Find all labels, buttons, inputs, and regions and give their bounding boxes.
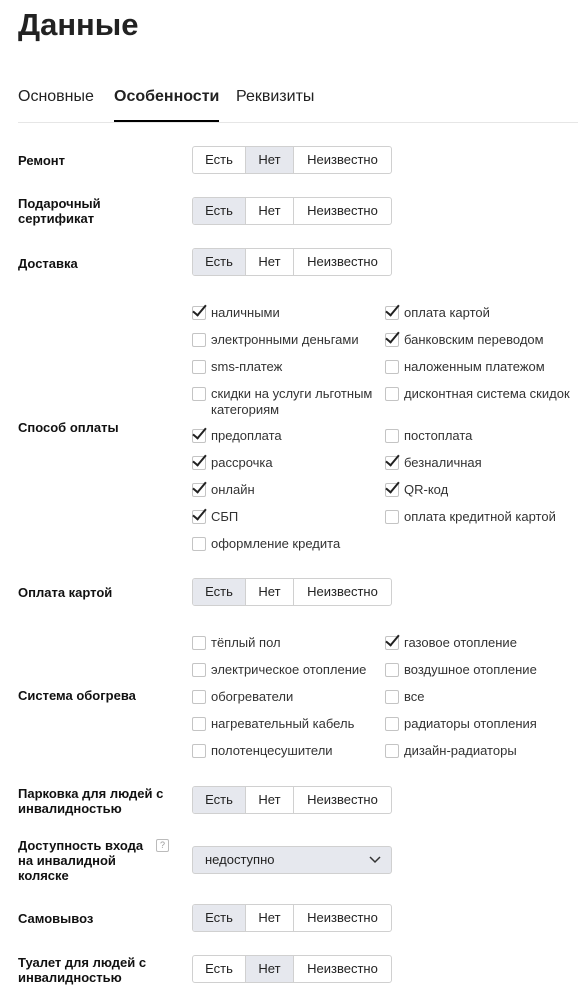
option-no[interactable]: Нет — [246, 147, 294, 173]
checkbox-box[interactable] — [385, 456, 399, 470]
card-payment-label: Оплата картой — [18, 585, 113, 600]
checkbox-label: электронными деньгами — [211, 332, 359, 347]
tab-main[interactable]: Основные — [18, 88, 94, 105]
checkbox-label: дисконтная система скидок — [404, 386, 570, 401]
checkbox-box[interactable] — [385, 636, 399, 650]
card-payment-segment[interactable] — [192, 578, 392, 606]
parking-segment[interactable] — [192, 786, 392, 814]
repair-label: Ремонт — [18, 153, 66, 168]
checkbox-box[interactable] — [385, 333, 399, 347]
heating-all-checkbox[interactable] — [385, 689, 425, 705]
select-value: недоступно — [205, 852, 275, 867]
toilet-segment[interactable] — [192, 955, 392, 983]
checkbox-box[interactable] — [192, 429, 206, 443]
tab-bar — [18, 86, 578, 123]
checkbox-box[interactable] — [192, 510, 206, 524]
checkbox-label: газовое отопление — [404, 635, 517, 650]
page-title: Данные — [18, 7, 139, 42]
tab-requisites[interactable]: Реквизиты — [236, 88, 315, 105]
checkbox-box[interactable] — [192, 663, 206, 677]
heating-heaters-checkbox[interactable] — [192, 689, 293, 705]
gift-segment[interactable] — [192, 197, 392, 225]
option-no[interactable]: Нет — [246, 249, 294, 275]
checkbox-label: воздушное отопление — [404, 662, 537, 677]
tab-features[interactable]: Особенности — [114, 86, 219, 122]
checkbox-label: безналичная — [404, 455, 482, 470]
checkbox-label: скидки на услуги льготным категориям — [211, 386, 373, 417]
checkbox-box[interactable] — [192, 306, 206, 320]
checkbox-label: оплата картой — [404, 305, 490, 320]
payment-credit-card-checkbox[interactable] — [385, 509, 556, 525]
heating-radiators-checkbox[interactable] — [385, 716, 537, 732]
checkbox-label: оплата кредитной картой — [404, 509, 556, 524]
option-no[interactable]: Нет — [246, 787, 294, 813]
checkbox-label: онлайн — [211, 482, 255, 497]
help-icon[interactable]: ? — [156, 839, 169, 852]
option-no[interactable]: Нет — [246, 579, 294, 605]
heating-cable-checkbox[interactable] — [192, 716, 354, 732]
payment-cod-checkbox[interactable] — [385, 359, 545, 375]
checkbox-label: тёплый пол — [211, 635, 281, 650]
option-unknown[interactable]: Неизвестно — [307, 584, 378, 599]
payment-emoney-checkbox[interactable] — [192, 332, 359, 348]
wheelchair-access-select[interactable] — [192, 846, 392, 874]
checkbox-box[interactable] — [192, 387, 206, 401]
checkbox-label: наличными — [211, 305, 280, 320]
option-unknown[interactable]: Неизвестно — [307, 152, 378, 167]
payment-benefit-discounts-checkbox[interactable] — [192, 386, 381, 418]
payment-prepay-checkbox[interactable] — [192, 428, 282, 444]
repair-segment[interactable] — [192, 146, 392, 174]
payment-postpay-checkbox[interactable] — [385, 428, 472, 444]
option-yes[interactable]: Есть — [193, 905, 246, 931]
checkbox-label: предоплата — [211, 428, 282, 443]
option-yes[interactable]: Есть — [193, 198, 246, 224]
checkbox-box[interactable] — [192, 717, 206, 731]
checkbox-box[interactable] — [192, 537, 206, 551]
payment-cashless-checkbox[interactable] — [385, 455, 482, 471]
checkbox-box[interactable] — [385, 690, 399, 704]
option-no[interactable]: Нет — [246, 198, 294, 224]
checkbox-label: СБП — [211, 509, 239, 524]
checkbox-box[interactable] — [192, 636, 206, 650]
checkbox-label: дизайн-радиаторы — [404, 743, 517, 758]
payment-cash-checkbox[interactable] — [192, 305, 280, 321]
heating-air-checkbox[interactable] — [385, 662, 537, 678]
parking-label: Парковка для людей с инвалидностью — [18, 786, 164, 816]
option-unknown[interactable]: Неизвестно — [307, 961, 378, 976]
option-no[interactable]: Нет — [246, 956, 294, 982]
checkbox-label: рассрочка — [211, 455, 273, 470]
checkbox-label: электрическое отопление — [211, 662, 367, 677]
checkbox-box[interactable] — [385, 663, 399, 677]
option-unknown[interactable]: Неизвестно — [307, 910, 378, 925]
heating-gas-checkbox[interactable] — [385, 635, 517, 651]
delivery-segment[interactable] — [192, 248, 392, 276]
checkbox-box[interactable] — [385, 510, 399, 524]
checkbox-label: оформление кредита — [211, 536, 341, 551]
chevron-down-icon — [369, 854, 381, 866]
checkbox-box[interactable] — [192, 483, 206, 497]
option-unknown[interactable]: Неизвестно — [307, 254, 378, 269]
checkbox-label: полотенцесушители — [211, 743, 333, 758]
option-yes[interactable]: Есть — [193, 956, 246, 982]
payment-sms-checkbox[interactable] — [192, 359, 282, 375]
pickup-label: Самовывоз — [18, 911, 94, 926]
heating-label: Система обогрева — [18, 688, 136, 703]
payment-label: Способ оплаты — [18, 420, 119, 435]
option-unknown[interactable]: Неизвестно — [307, 203, 378, 218]
option-unknown[interactable]: Неизвестно — [307, 792, 378, 807]
checkbox-label: QR-код — [404, 482, 449, 497]
checkbox-box[interactable] — [385, 387, 399, 401]
payment-bank-transfer-checkbox[interactable] — [385, 332, 544, 348]
checkbox-box[interactable] — [192, 360, 206, 374]
checkbox-box[interactable] — [192, 456, 206, 470]
toilet-label: Туалет для людей с инвалидностью — [18, 955, 147, 985]
gift-label: Подарочный сертификат — [18, 196, 101, 226]
checkbox-label: наложенным платежом — [404, 359, 545, 374]
checkbox-label: радиаторы отопления — [404, 716, 537, 731]
wheelchair-label: Доступность входа на инвалидной коляске — [18, 838, 144, 883]
checkbox-box[interactable] — [192, 333, 206, 347]
heating-floor-checkbox[interactable] — [192, 635, 281, 651]
checkbox-label: банковским переводом — [404, 332, 544, 347]
checkbox-label: постоплата — [404, 428, 473, 443]
checkbox-box[interactable] — [192, 744, 206, 758]
payment-discount-system-checkbox[interactable] — [385, 386, 570, 402]
option-no[interactable]: Нет — [246, 905, 294, 931]
option-yes[interactable]: Есть — [193, 579, 246, 605]
payment-card-checkbox[interactable] — [385, 305, 490, 321]
option-yes[interactable]: Есть — [193, 787, 246, 813]
checkbox-box[interactable] — [385, 360, 399, 374]
delivery-label: Доставка — [18, 256, 78, 271]
heating-towel-dryers-checkbox[interactable] — [192, 743, 333, 759]
option-yes[interactable]: Есть — [193, 249, 246, 275]
payment-qr-checkbox[interactable] — [385, 482, 448, 498]
checkbox-label: обогреватели — [211, 689, 294, 704]
checkbox-box[interactable] — [385, 306, 399, 320]
pickup-segment[interactable] — [192, 904, 392, 932]
checkbox-box[interactable] — [385, 483, 399, 497]
checkbox-label: все — [404, 689, 425, 704]
checkbox-box[interactable] — [385, 429, 399, 443]
heating-design-radiators-checkbox[interactable] — [385, 743, 517, 759]
checkbox-box[interactable] — [192, 690, 206, 704]
payment-sbp-checkbox[interactable] — [192, 509, 238, 525]
heating-electric-checkbox[interactable] — [192, 662, 366, 678]
option-yes[interactable]: Есть — [193, 147, 246, 173]
checkbox-box[interactable] — [385, 717, 399, 731]
payment-installment-checkbox[interactable] — [192, 455, 273, 471]
payment-loan-checkbox[interactable] — [192, 536, 340, 552]
checkbox-label: sms-платеж — [211, 359, 283, 374]
checkbox-label: нагревательный кабель — [211, 716, 355, 731]
checkbox-box[interactable] — [385, 744, 399, 758]
payment-online-checkbox[interactable] — [192, 482, 255, 498]
